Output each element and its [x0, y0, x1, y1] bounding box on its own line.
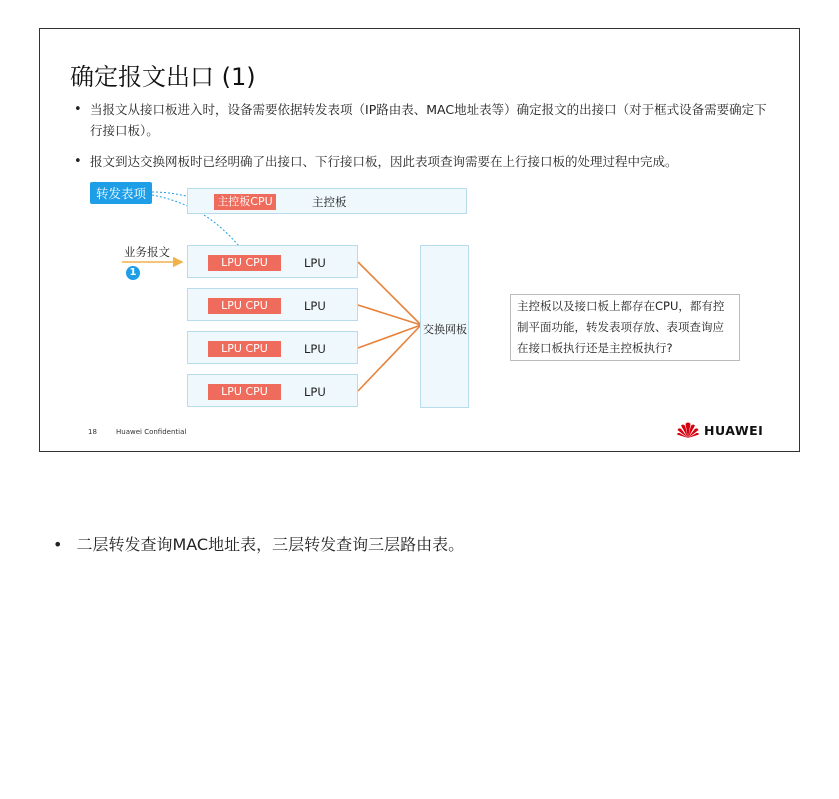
bullet-item: • 报文到达交换网板时已经明确了出接口、下行接口板，因此表项查询需要在上行接口板的处理过程中完成。 [68, 151, 778, 172]
note-box: 主控板以及接口板上都存在CPU，都有控制平面功能，转发表项存放、表项查询应在接口板执行还是主控板执行? [510, 294, 740, 361]
lpu-label: LPU [304, 342, 326, 356]
forwarding-entry-tag: 转发表项 [90, 182, 152, 204]
fabric-link-3 [358, 325, 421, 348]
slide-title: 确定报文出口 (1) [70, 63, 256, 91]
lpu-label: LPU [304, 256, 326, 270]
fabric-link-4 [358, 325, 421, 391]
bullet-item: • 当报文从接口板进入时，设备需要依据转发表项（IP路由表、MAC地址表等）确定报文的出接口（对于框式设备需要确定下行接口板）。 [68, 99, 778, 141]
lpu-label: LPU [304, 385, 326, 399]
switch-fabric-label: 交换网板 [423, 323, 467, 336]
main-board-label: 主控板 [312, 195, 347, 209]
lpu-cpu: LPU CPU [208, 298, 281, 314]
huawei-flower-logo-icon [676, 421, 700, 439]
business-packet-label: 业务报文 [124, 245, 170, 259]
main-board-cpu: 主控板CPU [214, 194, 276, 210]
page-number: 18 [88, 428, 97, 436]
huawei-logo [676, 421, 763, 439]
confidential-label: Huawei Confidential [116, 428, 187, 436]
lpu-cpu: LPU CPU [208, 341, 281, 357]
step-badge: 1 [126, 266, 140, 280]
logo-text: HUAWEI [704, 422, 764, 438]
lpu-label: LPU [304, 299, 326, 313]
caption-text: 二层转发查询MAC地址表，三层转发查询三层路由表。 [76, 535, 465, 554]
caption [53, 532, 464, 555]
lpu-cpu: LPU CPU [208, 255, 281, 271]
slide [39, 28, 800, 452]
lpu-cpu: LPU CPU [208, 384, 281, 400]
caption-bullet-dot: • [53, 535, 63, 554]
